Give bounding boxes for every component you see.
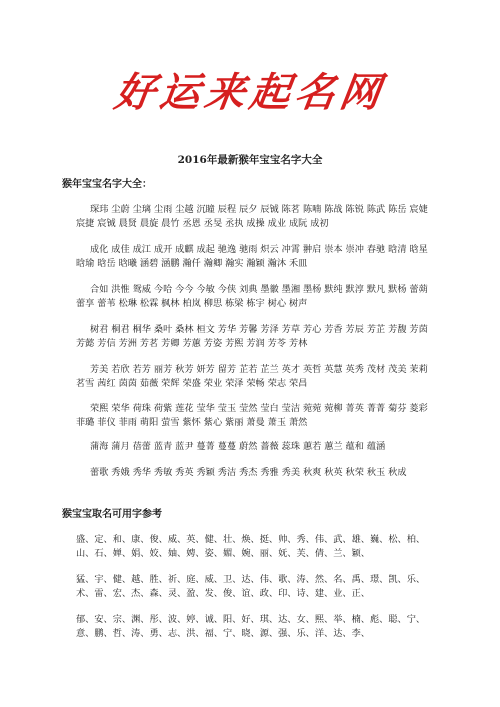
character-list-paragraph: 盛、定、和、康、俊、威、英、健、壮、焕、挺、帅、秀、伟、武、雄、巍、松、柏、山、石、婵、娟、姣、妯、娉、姿、媚、婉、丽、妩、芙、倩、兰、颖、	[76, 534, 426, 559]
name-list-paragraph: 琛玮 尘蔚 尘璃 尘雨 尘越 沉瞳 辰程 辰夕 辰铖 陈茗 陈喃 陈战 陈锐 陈武 陈岳 宸婕 宸捷 宸铖 晨贤 晨旋 晨竹 丞恩 丞旻 丞执 成操 成业 成阮 成初	[76, 204, 428, 229]
character-list-paragraph: 猛、宇、健、越、胜、祈、庭、威、卫、达、伟、歌、涛、然、名、禹、璟、凯、乐、术、雷、宏、杰、森、灵、盈、发、俊、谊、政、印、诗、建、业、正、	[76, 574, 426, 599]
name-list-paragraph: 成化 成佳 成江 成开 成麒 成起 驰逸 驰雨 炽云 冲霄 翀启 崇本 崇冲 春驰 晗清 晗星 晗瑜 晗岳 晗曦 涵碧 涵鹏 瀚仟 瀚卿 瀚实 瀚颖 瀚沐 禾皿	[76, 244, 428, 269]
name-list-paragraph: 芳美 若欣 若芳 丽芳 秋芳 妍芳 留芳 芷若 芷兰 英才 英哲 英慧 英秀 茂材 茂美 茉莉 茗雪 茜红 茵茵 茹薇 荣辉 荣盛 荣业 荣泽 荣畅 荣志 荣昌	[76, 364, 428, 389]
section-heading-characters: 猴宝宝取名可用字参考	[62, 509, 162, 520]
site-logo: 好运来起名网	[111, 69, 389, 116]
character-list-paragraph: 郁、安、宗、渊、彤、波、婷、诚、阳、好、琪、达、女、熙、举、楠、彪、聪、宁、意、鹏、哲、涛、勇、志、洪、福、宁、晓、源、强、乐、洋、达、李、	[76, 614, 426, 639]
name-list-paragraph: 荣熙 荣华 荷珠 荷紫 莲花 莹华 莹玉 莹然 莹白 莹洁 菀菀 菀柳 菁英 菁菁 菊芬 菱彩 菲璐 菲仪 菲雨 萌阳 萤雪 紫怀 紫心 紫丽 萧曼 萧玉 萧然	[76, 403, 428, 428]
document-title: 2016年最新猴年宝宝名字大全	[177, 154, 323, 166]
section-heading-names: 猴年宝宝名字大全：	[62, 179, 152, 190]
name-list-paragraph: 合如 洪惟 鸳威 今哈 今今 今敏 今侠 刘典 墨徽 墨湘 墨杨 默纯 默淳 默凡 默杨 蕾蒴 蕾享 蕾苇 松琳 松霖 枫林 柏岚 柳思 栋梁 栋宇 树心 树声	[76, 284, 428, 309]
name-list-paragraph: 蕾歌 秀娥 秀华 秀敏 秀英 秀颖 秀洁 秀杰 秀雅 秀美 秋爽 秋英 秋荣 秋玉 秋成	[90, 467, 407, 478]
name-list-paragraph: 蒲海 蒲月 蓓蕾 蓝青 蓝尹 蔓菁 蔓蔓 蔚然 蔷薇 蕊珠 蕙若 蕙兰 蕴和 蕴涵	[90, 441, 386, 452]
name-list-paragraph: 树君 桐君 桐华 桑叶 桑林 桓文 芳华 芳馨 芳泽 芳草 芳心 芳香 芳辰 芳芷 芳馥 芳茵 芳懿 芳信 芳洲 芳茗 芳卿 芳蕙 芳姿 芳熙 芳润 芳苓 芳林	[76, 324, 428, 349]
